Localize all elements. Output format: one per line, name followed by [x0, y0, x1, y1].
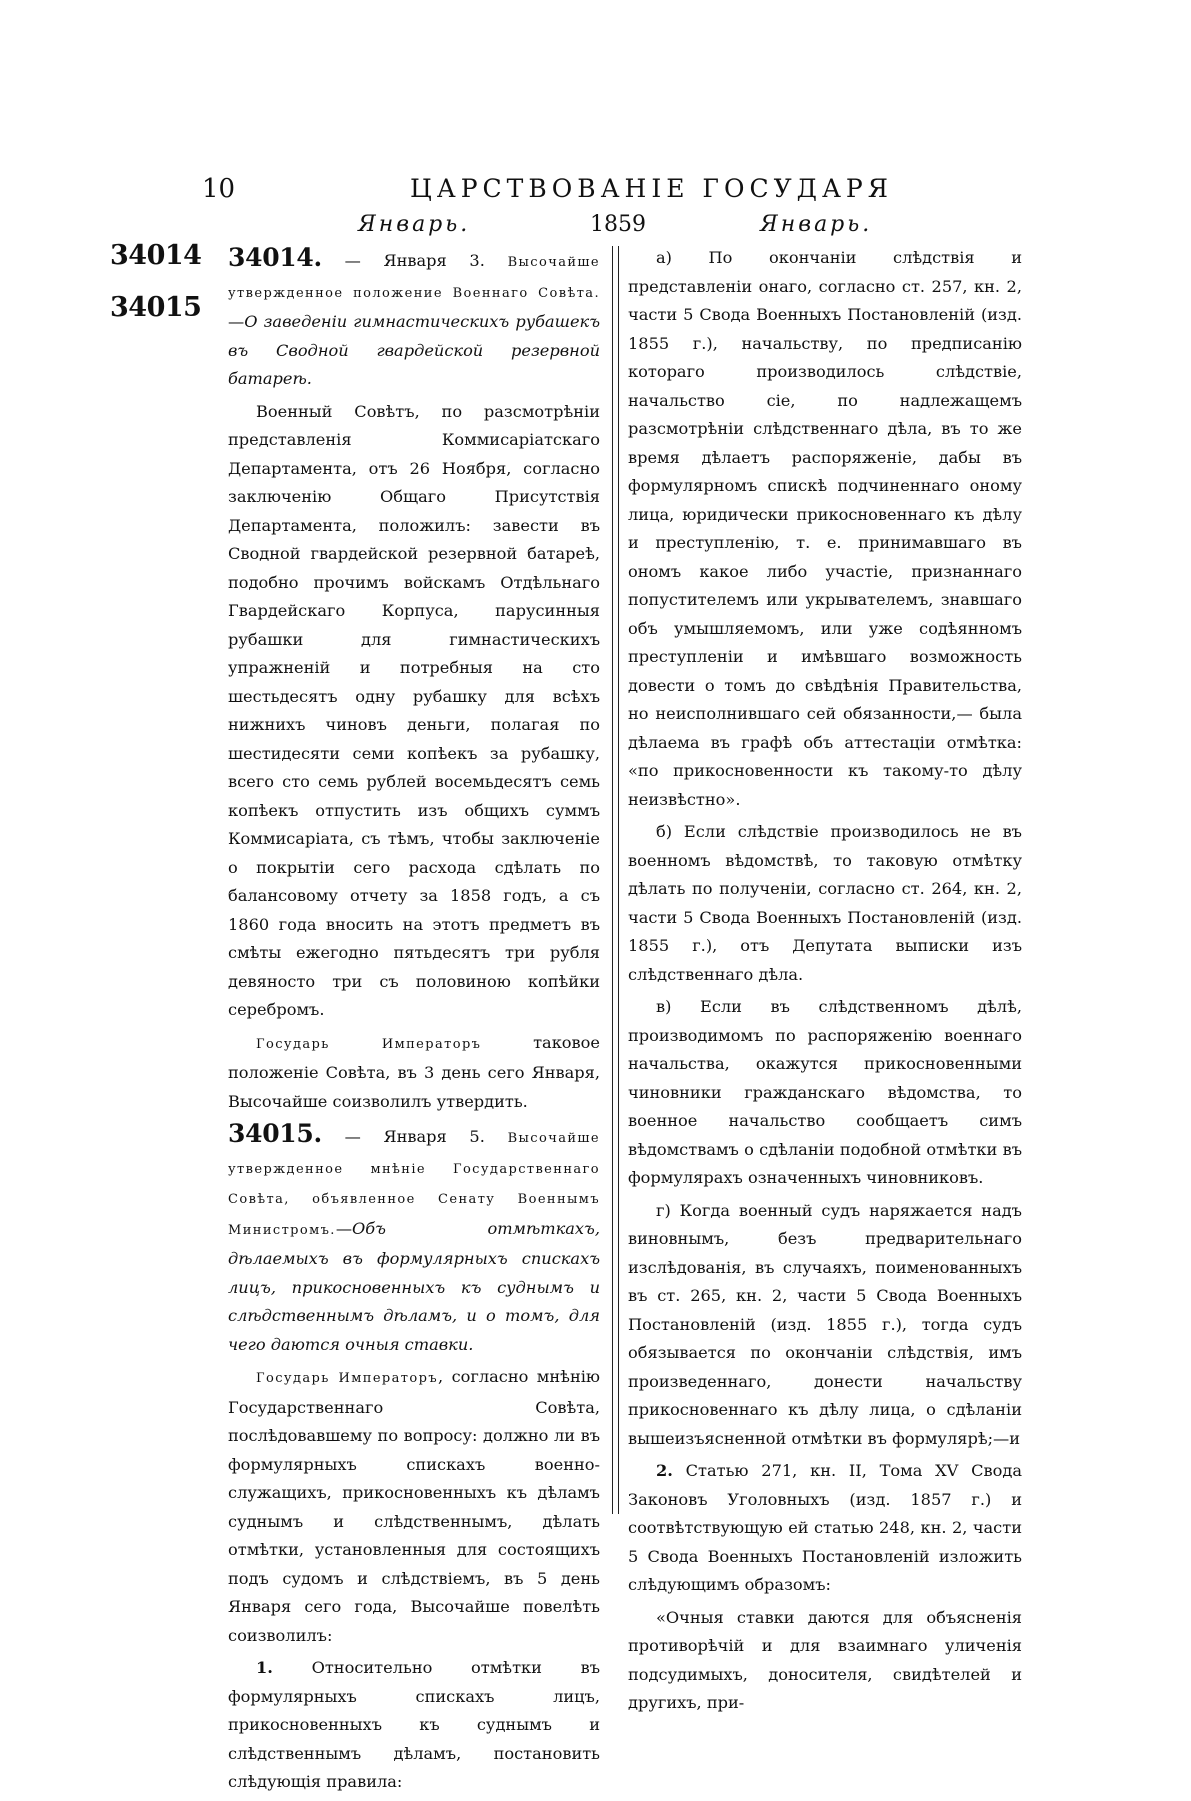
- left-column: [228, 244, 600, 1801]
- approval-text: таковое положеніе Совѣта, въ 3 день сего Января, Высочайше соизволилъ утвердить.: [228, 1032, 600, 1111]
- year: 1859: [590, 212, 646, 237]
- right-column: [628, 244, 1022, 1722]
- page-header: [190, 170, 1040, 210]
- entry-number: 34015.: [228, 1119, 322, 1148]
- entry-34014-heading: [228, 244, 600, 394]
- entry-date: — Января 3.: [321, 251, 508, 270]
- margin-entry-number-2: 34015: [110, 292, 202, 323]
- entry-34015-item-1: [228, 1654, 600, 1797]
- body-text: , согласно мнѣнію Государственнаго Совѣта, послѣдовавшему по вопросу: должно ли въ формулярныхъ спискахъ военно-служащихъ, прикосновенныхъ къ дѣламъ суднымъ и слѣдственнымъ, дѣлать отмѣтки, установленныя для состоящихъ подъ судомъ и слѣдствіемъ, въ 5 день Января сего года, Высочайше повелѣть соизволилъ:: [228, 1367, 601, 1645]
- entry-date: — Января 5.: [321, 1127, 508, 1146]
- entry-34014-approval: [228, 1029, 600, 1117]
- item-text: Относительно отмѣтки въ формулярныхъ спискахъ лицъ, прикосновенныхъ къ суднымъ и слѣдственнымъ дѣламъ, постановить слѣдующія правила:: [228, 1658, 600, 1791]
- entry-type: Высочайше утвержденное мнѣніе Государственнаго Совѣта, объявленное Сенату Военнымъ Министромъ.: [228, 1131, 600, 1238]
- item-number: 1.: [256, 1658, 273, 1677]
- entry-type: Высочайше утвержденное положение Военнаго Совѣта.: [228, 255, 600, 301]
- entry-34015-heading: [228, 1120, 600, 1359]
- date-line: [190, 212, 1040, 244]
- item-number: 2.: [656, 1461, 673, 1480]
- month-right: Январь.: [760, 212, 873, 237]
- entry-title: О заведеніи гимнастическихъ рубашекъ въ Сводной гвардейской резервной батареѣ.: [228, 312, 600, 388]
- rule-b: б) Если слѣдствіе производилось не въ военномъ вѣдомствѣ, то таковую отмѣтку дѣлать по полученіи, согласно ст. 264, кн. 2, части 5 Свода Военныхъ Постановленій (изд. 1855 г.), отъ Депутата выписки изъ слѣдственнаго дѣла.: [628, 822, 1022, 984]
- emperor-title: Государь Императоръ: [256, 1036, 482, 1052]
- entry-34015-body: [228, 1363, 600, 1650]
- item-text: Статью 271, кн. II, Тома XV Свода Законовъ Уголовныхъ (изд. 1857 г.) и соотвѣтствующую ей статью 248, кн. 2, части 5 Свода Военныхъ Постановленій изложить слѣдующимъ образомъ:: [628, 1461, 1022, 1594]
- emperor-title: Государь Императоръ: [256, 1371, 439, 1386]
- rule-c: в) Если въ слѣдственномъ дѣлѣ, производимомъ по распоряженію военнаго начальства, окажутся прикосновенными чиновники гражданскаго вѣдомства, то военное начальство сообщаетъ симъ вѣдомствамъ о сдѣланіи подобной отмѣтки въ формулярахъ означенныхъ чиновниковъ.: [628, 997, 1022, 1187]
- dash: —: [335, 1218, 353, 1238]
- entry-title: Объ отмѣткахъ, дѣлаемыхъ въ формулярныхъ спискахъ лицъ, прикосновенныхъ къ суднымъ и слѣдственнымъ дѣламъ, и о томъ, для чего даются очныя ставки.: [228, 1218, 600, 1354]
- page-number: 10: [202, 174, 236, 204]
- dash: —: [228, 312, 245, 331]
- running-head: ЦАРСТВОВАНІЕ ГОСУДАРЯ: [410, 174, 893, 203]
- item-2: [628, 1457, 1022, 1600]
- month-left: Январь.: [358, 212, 471, 237]
- column-divider: [612, 246, 619, 1514]
- quote: «Очныя ставки даются для объясненія противорѣчій и для взаимнаго уличенія подсудимыхъ, доносителя, свидѣтелей и другихъ, при-: [628, 1607, 1022, 1712]
- rule-d: г) Когда военный судъ наряжается надъ виновнымъ, безъ предварительнаго изслѣдованія, въ случаяхъ, поименованныхъ въ ст. 265, кн. 2, части 5 Свода Военныхъ Постановленій (изд. 1855 г.), тогда судъ обязывается по окончаніи слѣдствія, имъ произведеннаго, донести начальству прикосновеннаго къ дѣлу лица, о сдѣланіи вышеизъясненной отмѣтки въ формулярѣ;—и: [628, 1200, 1022, 1448]
- rule-a: а) По окончаніи слѣдствія и представленіи онаго, согласно ст. 257, кн. 2, части 5 Свода Военныхъ Постановленій (изд. 1855 г.), начальству, по предписанію котораго производилось слѣдствіе, начальство сіе, по надлежащемъ разсмотрѣніи слѣдственнаго дѣла, въ то же время дѣлаетъ распоряженіе, дабы въ формулярномъ спискѣ подчиненнаго оному лица, юридически прикосновеннаго къ дѣлу и преступленію, т. е. принимавшаго въ ономъ какое либо участіе, признаннаго попустителемъ или укрывателемъ, знавшаго объ умышляемомъ, или уже содѣянномъ преступленіи и имѣвшаго возможность довести о томъ до свѣдѣнія Правительства, но неисполнившаго сей обязанности,— была дѣлаема въ графѣ объ аттестаціи отмѣтка: «по прикосновенности къ такому-то дѣлу неизвѣстно».: [628, 248, 1022, 809]
- entry-34014-body: Военный Совѣтъ, по разсмотрѣніи представленія Коммисаріатскаго Департамента, отъ 26 Ноября, согласно заключенію Общаго Присутствія Департамента, положилъ: завести въ Сводной гвардейской резервной батареѣ, подобно прочимъ войскамъ Отдѣльнаго Гвардейскаго Корпуса, парусинныя рубашки для гимнастическихъ упражненій и потребныя на сто шестьдесятъ одну рубашку для всѣхъ нижнихъ чиновъ деньги, полагая по шестидесяти семи копѣекъ за рубашку, всего сто семь рублей восемьдесятъ семь копѣекъ отпустить изъ общихъ суммъ Коммисаріата, съ тѣмъ, чтобы заключеніе о покрытіи сего расхода сдѣлать по балансовому отчету за 1858 годъ, а съ 1860 года вносить на этотъ предметъ въ смѣты ежегодно пятьдесятъ три рубля девяносто три съ половиною копѣйки серебромъ.: [228, 401, 600, 1019]
- entry-number: 34014.: [228, 243, 322, 272]
- margin-entry-number-1: 34014: [110, 240, 202, 271]
